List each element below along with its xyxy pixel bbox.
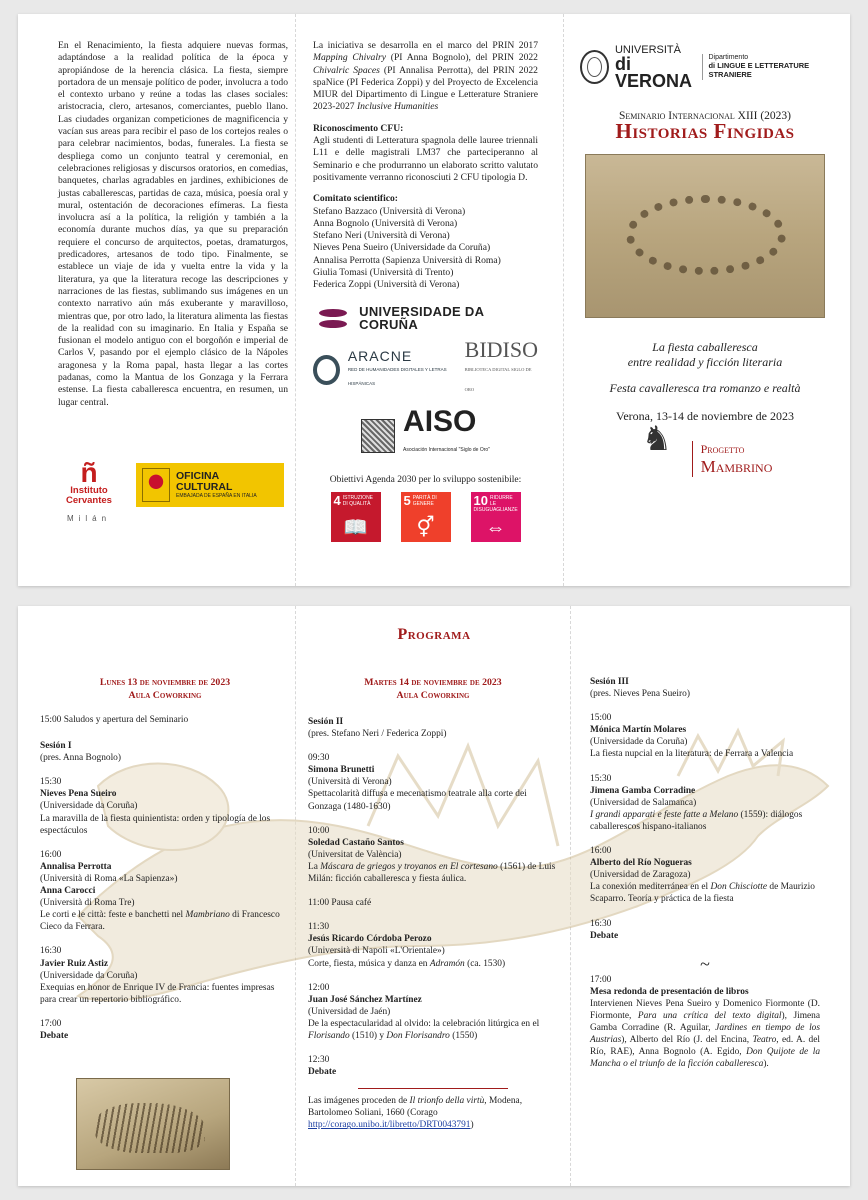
instituto-cervantes-logo: [58, 457, 120, 523]
agenda-caption: Obiettivi Agenda 2030 per lo sviluppo sostenibile:: [329, 474, 522, 485]
title-part: (1510) y: [352, 1030, 385, 1041]
affiliation: (Università di Verona): [308, 777, 392, 788]
fold-line: [563, 14, 564, 586]
cfu-heading: Riconoscimento CFU:: [313, 122, 404, 134]
triumph-chariot-engraving: [76, 1078, 230, 1170]
aiso-sub: Asociación Internacional "Siglo de Oro": [403, 446, 490, 453]
round-part: ).: [763, 1059, 769, 1070]
subtitle-es: [580, 340, 830, 370]
intro-column: [58, 40, 288, 409]
round-part: ), Alberto del Río (J. del Encina,: [621, 1035, 750, 1046]
round-table-text: [590, 998, 820, 1071]
title-part: (ca. 1530): [467, 958, 506, 969]
sdg-label: ISTRUZIONE DI QUALITÀ: [342, 494, 374, 507]
title-part: Le corti e le città: feste e banchetti nel: [40, 910, 184, 921]
credit-part: , Modena, Bartolomeo Soliani, 1660: [308, 1096, 523, 1119]
committee-list: [313, 206, 538, 292]
talk-time: 15:30: [590, 773, 612, 784]
speaker: Annalisa Perrotta: [40, 861, 112, 872]
univr-logo: [580, 44, 830, 90]
title-part: Adramón: [429, 958, 465, 969]
committee-member: Annalisa Perrotta (Sapienza Università di Roma): [313, 254, 501, 266]
cervantes-mark-icon: ñ: [80, 457, 98, 488]
credit-part: Las imágenes proceden de: [308, 1096, 408, 1107]
talk-title: [308, 1018, 558, 1042]
udc-name: UNIVERSIDADE DA CORUÑA: [359, 304, 484, 332]
talk-time: 09:30: [308, 753, 330, 764]
talk-time: 10:00: [308, 825, 330, 836]
knight-icon: [638, 436, 682, 482]
talk-title: [40, 909, 290, 933]
title-part: Máscara de griegos y troyanos en El cortesano: [320, 861, 498, 872]
round-part: Intervienen Nieves Pena Sueiro y Domenico Fiormonte (D. Fiormonte,: [590, 998, 820, 1022]
univr-seal-icon: [580, 50, 609, 84]
committee-member: Nieves Pena Sueiro (Universidade da Coruña): [313, 242, 491, 254]
day-room: Aula Coworking: [128, 690, 202, 701]
tilde-separator: ~: [700, 953, 710, 974]
title-part: (1561) de Luis Milán: ficción caballeresca y fiesta áulica.: [308, 861, 556, 885]
dept-top: Dipartimento: [708, 54, 749, 61]
univ-name: di VERONA: [614, 54, 692, 91]
committee-member: Federica Zoppi (Università di Verona): [313, 279, 460, 291]
talk-time: 16:30: [40, 946, 62, 957]
aracne-sub: RED DE HUMANIDADES DIGITALES Y LETRAS HISPÁNICAS: [347, 366, 447, 386]
affiliation: (Universidade da Coruña): [40, 801, 138, 812]
cover-column: [580, 40, 830, 482]
coffee-break: 11:00 Pausa café: [308, 898, 372, 909]
affiliation: (Università di Napoli «L'Orientale»): [308, 946, 445, 957]
programa-title: Programa: [397, 626, 471, 643]
round-part: Para una crítica del texto digital: [637, 1011, 782, 1022]
prin-project: Inclusive Humanities: [356, 101, 439, 113]
gender-equality-icon: ⚥: [416, 516, 435, 539]
speaker: Juan José Sánchez Martínez: [308, 994, 422, 1005]
affiliation: (Università di Roma «La Sapienza»): [40, 873, 178, 884]
sdg-label: PARITÀ DI GENERE: [412, 494, 437, 507]
speaker: Mónica Martín Molares: [590, 725, 687, 736]
bidiso-sub: BIBLIOTECA DIGITAL SIGLO DE ORO: [464, 366, 532, 392]
title-part: La: [308, 861, 318, 872]
talk-time: 11:30: [308, 922, 330, 933]
affiliation: (Universitat de València): [308, 849, 402, 860]
speaker: Jesús Ricardo Córdoba Perozo: [308, 934, 432, 945]
committee-member: Anna Bognolo (Università di Verona): [313, 217, 458, 229]
day-room: Aula Coworking: [396, 690, 470, 701]
sdg-number: 4: [333, 492, 341, 508]
sdg-10-badge: [471, 492, 521, 542]
mambrino-label: Mambrino: [700, 457, 773, 477]
subtitle-line: entre realidad y ficción literaria: [627, 354, 783, 369]
talk-title: [590, 809, 820, 833]
prin-line: (PI Annalisa Perrotta), del PRIN 2022 spaNice (PI Federica Zoppi) y del Proyecto de Excelencia MIUR del Dipartimento di Lingue e Letterature Straniere 2023-2027: [313, 64, 538, 113]
speaker: Jimena Gamba Corradine: [590, 785, 696, 796]
talk-title: [308, 958, 558, 970]
prin-line: (PI Anna Bognolo), del PRIN 2022: [390, 52, 538, 64]
sdg-label: RIDURRE LE DISUGUAGLIANZE: [473, 494, 518, 513]
committee-heading: Comitato scientifico:: [313, 193, 398, 205]
sdg-number: 10: [473, 492, 488, 508]
talk-time: 17:00: [590, 974, 612, 985]
day-date: Martes 14 de noviembre de 2023: [364, 677, 502, 688]
session-1-title: Sesión I: [40, 741, 72, 752]
title-part: Mambriano: [185, 910, 230, 921]
credit-part: ): [470, 1120, 474, 1131]
prin-project: Chivalric Spaces: [313, 64, 380, 76]
round-table-title: Mesa redonda de presentación de libros: [590, 986, 749, 997]
title-part: (1550): [452, 1030, 478, 1041]
credit-part: Il trionfo della virtù: [409, 1096, 485, 1107]
talk-title: [308, 861, 558, 885]
debate-label: Debate: [590, 930, 619, 941]
talk-time: 17:00: [40, 1018, 62, 1029]
affiliation: (Universidade da Coruña): [40, 970, 138, 981]
programa-day2-morning: [308, 676, 558, 1132]
title-part: Don Chisciotte: [710, 882, 768, 893]
prin-line: La iniciativa se desarrolla en el marco del PRIN 2017: [313, 40, 538, 51]
progetto-mambrino-logo: [580, 436, 830, 482]
aracne-mark-icon: [313, 355, 340, 385]
session-1-chair: (pres. Anna Bognolo): [40, 753, 121, 764]
speaker: Javier Ruiz Astiz: [40, 958, 109, 969]
equality-arrows-icon: ⇔: [485, 516, 506, 539]
partner-logos: [313, 306, 538, 542]
talk-time: 15:00: [590, 713, 612, 724]
oficina-cultural-logo: [136, 463, 284, 507]
bidiso-name: BIDISO: [464, 336, 538, 362]
cfu-text: Agli studenti di Letteratura spagnola delle lauree triennali L11 e delle magistrali LM37 che parteciperanno al Seminario e che produrranno un elaborato scritto valutato positivamente verranno riconosciuti 2 CFU tipologia D.: [313, 135, 538, 183]
intro-text: En el Renacimiento, la fiesta adquiere nuevas formas, adaptándose a la realidad política de la época y apropiándose de la herencia clásica. La fiesta, siempre portadora de un mensaje político de poder, involucra a todo el contexto urbano y reúne a todas las clases sociales: aristocracia, clero, artesanos, comerciantes, pueblo llano. Las ciudades organizan competiciones de magnificencia y vacían sus areas para recibir el paso de los cortejos reales o para celebrar nacimientos, bodas, funerales. La fiesta se despliega como un conjunto teatral y ceremonial, en celebraciones religiosas y discursos oratorios, en comedias, banquetes, charlas agradables en jardines, exhibiciones de justas caballerescas, partidas de caza, música, poesía oral y mural, ostentación de decoraciones efímeras. La fiesta involucra así a la política, la religión y también a la economía durante muchos días, ya que su preparación requiere el concurso de arquitectos, poetas, dramaturgos, predicadores, artesanos de todo tipo. Finalmente, se establece un viaje de ida y vuelta entre la vida y la literatura, ya que la literatura recoge las descripciones y narraciones de las fiestas, sublimando sus imágenes en un contexto narrativo aún más exuberante y maravilloso, mientras que, por otro lado, la literatura alimenta las fiestas de la realidad con su imaginario. En Italia y España se fusionan el modelo antiguo con el borgoñón e imperial de Carlos V, pasando por el ejemplo clásico de la Nápoles aragonesa y la Roma papal, hasta llegar a las cortes padanas, como la Mantua de los Gonzaga y la Ferrara estense. La fiesta caballeresca encuentra, en resumen, un lugar central.: [58, 40, 288, 408]
session-3-chair: (pres. Nieves Pena Sueiro): [590, 689, 690, 700]
image-credit: [308, 1095, 558, 1131]
talk-time: 15:30: [40, 777, 62, 788]
debate-label: Debate: [308, 1067, 337, 1078]
aiso-logo: [313, 404, 538, 464]
title-part: La conexión mediterránea en el: [590, 882, 709, 893]
day2-heading: [308, 676, 558, 702]
talk-time: 16:00: [40, 849, 62, 860]
round-part: Don Quijote de la Mancha o el triunfo de la ficción caballeresca: [590, 1047, 821, 1070]
talk-title: La fiesta nupcial en la literatura: de Ferrara a Valencia: [590, 749, 794, 760]
dept-name: di LINGUE E LETTERATURE STRANIERE: [708, 61, 810, 79]
sdg-badges: [313, 492, 538, 542]
aiso-name: AISO: [403, 404, 477, 438]
title-part: Don Florisandro: [386, 1030, 450, 1041]
round-part: Teatro: [752, 1035, 777, 1046]
equestrian-painting: [585, 154, 825, 318]
corago-link[interactable]: http://corago.unibo.it/libretto/DRT0043791: [308, 1120, 471, 1131]
speaker: Soledad Castaño Santos: [308, 837, 404, 848]
sponsor-logos-left: [58, 457, 284, 523]
event-title: Historias Fingidas: [615, 119, 795, 144]
speaker: Alberto del Río Nogueras: [590, 858, 692, 869]
session-2-title: Sesión II: [308, 717, 344, 727]
talk-title: [590, 881, 820, 905]
title-part: I grandi apparati e feste fatte a Melano: [590, 809, 739, 820]
credit-part: (Corago: [406, 1108, 438, 1119]
prin-project: Mapping Chivalry: [313, 52, 386, 64]
session-3-title: Sesión III: [590, 677, 629, 687]
udc-logo: [313, 306, 538, 332]
affiliation: (Università di Roma Tre): [40, 898, 135, 909]
opening: 15:00 Saludos y apertura del Seminario: [40, 715, 189, 725]
sdg-4-badge: [331, 492, 381, 542]
session-2-chair: (pres. Stefano Neri / Federica Zoppi): [308, 729, 447, 740]
subtitle-line: La fiesta caballeresca: [652, 339, 758, 354]
speaker: Nieves Pena Sueiro: [40, 789, 117, 800]
speaker: Anna Carocci: [40, 886, 96, 897]
day1-heading: [40, 676, 290, 702]
debate-label: Debate: [40, 1030, 69, 1041]
round-part: Jardines en tiempo de los Austrias: [590, 1023, 821, 1046]
aracne-bidiso-logos: [313, 336, 538, 400]
brochure-inside: [18, 606, 850, 1186]
divider: [358, 1088, 508, 1089]
udc-mark-icon: [313, 306, 351, 332]
seminar-label: Seminario Internacional XIII (2023): [619, 110, 791, 122]
committee-member: Stefano Bazzaco (Università di Verona): [313, 205, 466, 217]
fold-line: [295, 14, 296, 586]
title-part: De la espectacularidad al olvido: la celebración litúrgica en el: [308, 1018, 540, 1029]
committee-member: Stefano Neri (Università di Verona): [313, 230, 450, 242]
info-column: [313, 40, 538, 542]
talk-time: 16:00: [590, 846, 612, 857]
cervantes-name: Instituto Cervantes: [66, 485, 112, 506]
spain-crest-icon: [142, 468, 170, 502]
talk-time: 12:00: [308, 982, 330, 993]
title-part: Corte, fiesta, música y danza en: [308, 958, 428, 969]
round-part: ), Jimena Gamba Corradine (R. Aguilar,: [590, 1011, 820, 1034]
affiliation: (Universidad de Salamanca): [590, 797, 697, 808]
title-part: di Francesco Cieco da Ferrara.: [40, 910, 280, 933]
title-part: de Maurizio Scaparro. Teoría y práctica de la fiesta: [590, 882, 815, 905]
talk-title: La maravilla de la fiesta quinientista: orden y tipología de los espectáculos: [40, 813, 271, 836]
sdg-5-badge: [401, 492, 451, 542]
day-date: Lunes 13 de noviembre de 2023: [99, 677, 231, 688]
brochure-outside: [18, 14, 850, 586]
programa-day1: [40, 676, 290, 1042]
programa-day2-afternoon: [590, 676, 820, 1071]
speaker: Simona Brunetti: [308, 765, 375, 776]
committee-member: Giulia Tomasi (Università di Trento): [313, 267, 454, 279]
univ-top: UNIVERSITÀ: [614, 44, 681, 56]
sdg-number: 5: [403, 492, 411, 508]
oficina-sub: EMBAJADA DE ESPAÑA EN ITALIA: [175, 493, 257, 499]
cervantes-city: Milán: [66, 514, 112, 523]
title-part: Florisando: [308, 1030, 350, 1041]
prin-text: [313, 40, 538, 114]
affiliation: (Universidad de Jaén): [308, 1006, 391, 1017]
venue-date: Verona, 13-14 de noviembre de 2023: [616, 408, 794, 423]
round-part: , ed. A. del Río, RAE), Anna Bognolo (A. Egido,: [590, 1035, 820, 1058]
talk-time: 12:30: [308, 1055, 330, 1066]
talk-title: Spettacolarità diffusa e mecenatismo teatrale alla corte dei Gonzaga (1480-1630): [308, 789, 527, 812]
talk-time: 16:30: [590, 918, 612, 929]
book-icon: 📖: [343, 516, 368, 539]
subtitle-it: Festa cavalleresca tra romanzo e realtà: [609, 380, 801, 395]
affiliation: (Universidad de Zaragoza): [590, 870, 691, 881]
affiliation: (Universidade da Coruña): [590, 737, 688, 748]
title-part: (1559): diálogos caballerescos hispano-italianos: [590, 809, 803, 832]
aracne-name: ARACNE: [347, 347, 413, 364]
talk-title: Exequias en honor de Enrique IV de Francia: fuentes impresas para crear un repertorio bibliográfico.: [40, 982, 275, 1005]
progetto-label: Progetto: [700, 442, 745, 457]
oficina-title: OFICINA CULTURAL: [175, 470, 233, 493]
aiso-mark-icon: [361, 419, 395, 453]
